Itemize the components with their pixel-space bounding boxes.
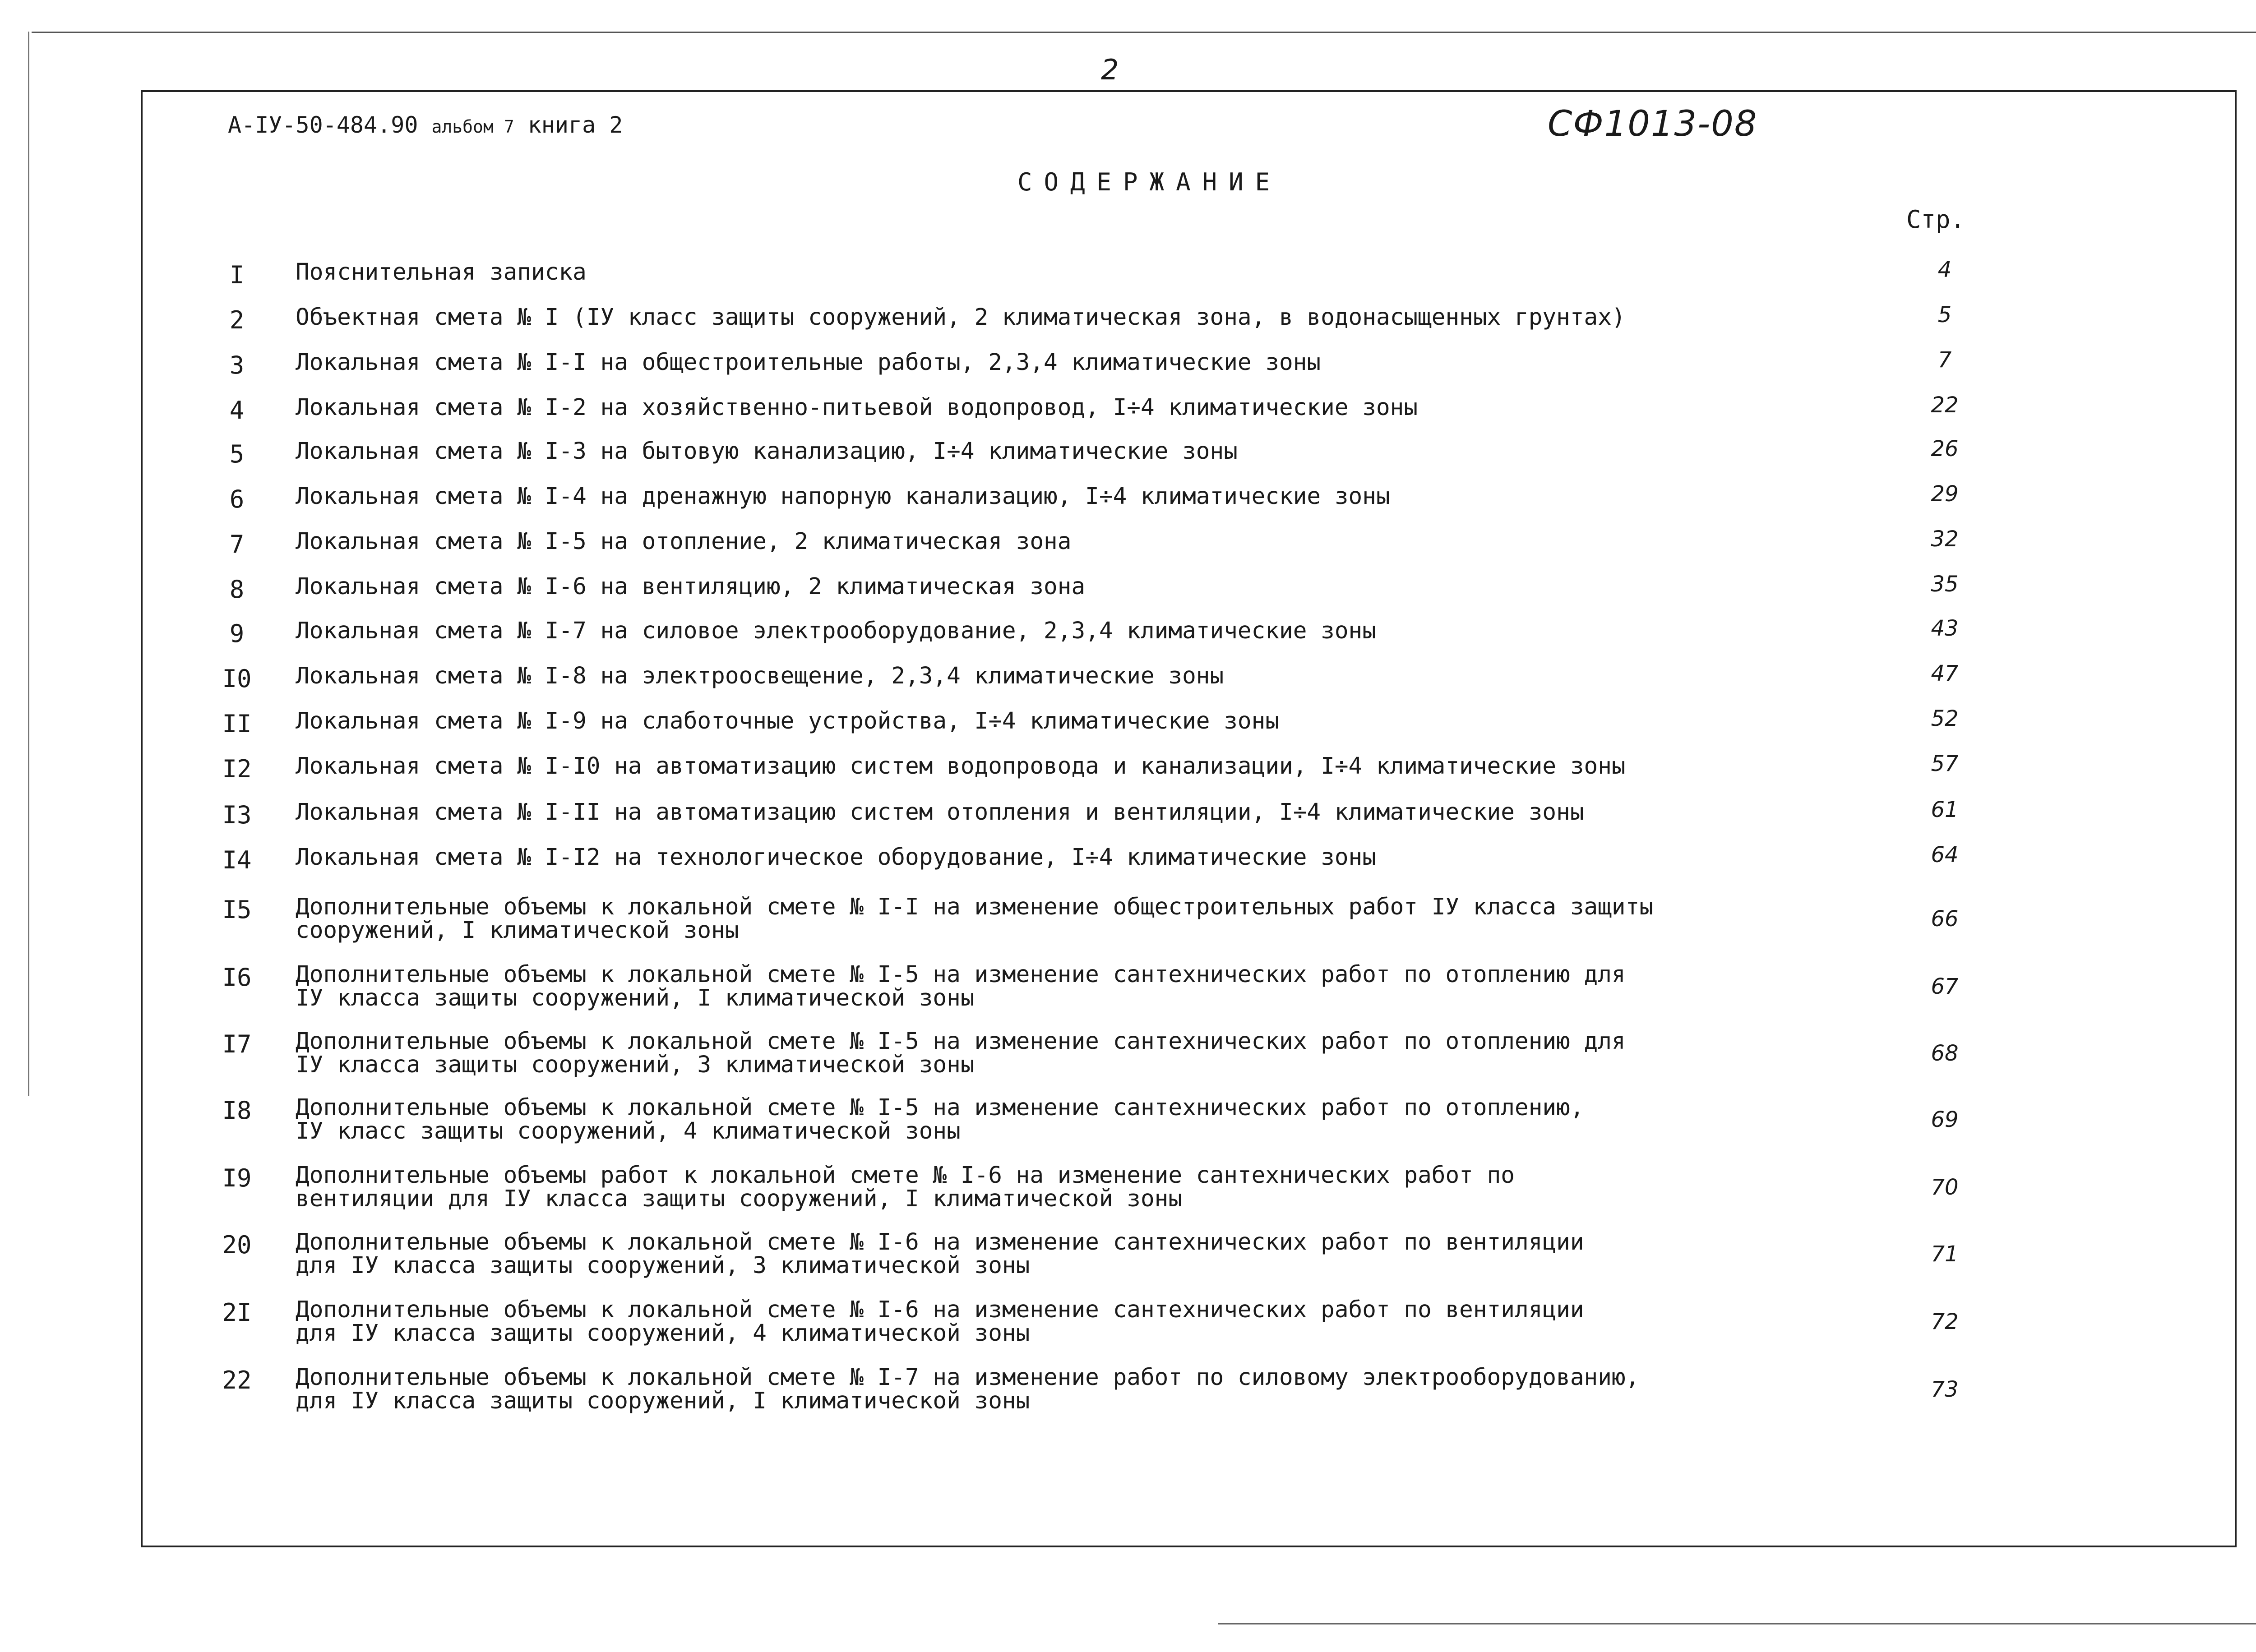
toc-entry-page: 47	[1931, 661, 1959, 686]
toc-entry-page: 73	[1931, 1377, 1959, 1402]
toc-entry-number: I8	[222, 1096, 252, 1125]
toc-entry-text: Пояснительная записка	[296, 259, 587, 286]
album-label: альбом 7	[431, 117, 514, 137]
toc-entry-page: 71	[1931, 1241, 1959, 1267]
toc-entry-text: Дополнительные объемы к локальной смете № I-5 на изменение сантехнических работ по отоплению для IУ класса защиты сооружений, I климатической зоны	[296, 961, 1626, 1011]
toc-entry-number: 8	[229, 575, 245, 604]
toc-entry-page: 61	[1931, 797, 1959, 822]
scan-bottom-line	[1218, 1623, 2256, 1624]
toc-entry-page: 4	[1937, 257, 1952, 282]
toc-entry-text: Дополнительные объемы работ к локальной смете № I-6 на изменение сантехнических работ по вентиляции для IУ класса защиты сооружений, I климатической зоны	[296, 1162, 1515, 1212]
toc-entry-text: Локальная смета № I-II на автоматизацию систем отопления и вентиляции, I÷4 климатические зоны	[296, 799, 1584, 826]
toc-entry-page: 29	[1931, 481, 1959, 507]
toc-entry-number: I6	[222, 963, 252, 992]
toc-title: СОДЕРЖАНИЕ	[1017, 168, 1282, 196]
toc-entry-page: 66	[1931, 906, 1959, 932]
scan-left-line	[28, 32, 29, 1096]
toc-entry-text: Дополнительные объемы к локальной смете № I-5 на изменение сантехнических работ по отоплению, IУ класс защиты сооружений, 4 климатической зоны	[296, 1094, 1584, 1144]
toc-entry-page: 22	[1931, 392, 1959, 418]
toc-entry-number: I3	[222, 801, 252, 829]
page-number: 2	[1101, 53, 1119, 86]
scan-top-line	[32, 32, 2256, 33]
toc-entry-number: 2I	[222, 1298, 252, 1327]
toc-entry-page: 52	[1931, 706, 1959, 731]
toc-entry-text: Локальная смета № I-8 на электроосвещение, 2,3,4 климатические зоны	[296, 663, 1224, 689]
toc-entry-page: 67	[1931, 974, 1959, 999]
toc-entry-page: 5	[1937, 302, 1952, 328]
toc-entry-number: 2	[229, 306, 245, 334]
toc-entry-page: 26	[1931, 436, 1959, 461]
toc-entry-text: Дополнительные объемы к локальной смете № I-5 на изменение сантехнических работ по отоплению для IУ класса защиты сооружений, 3 климатической зоны	[296, 1028, 1626, 1078]
toc-entry-number: 7	[229, 530, 245, 558]
toc-entry-number: I9	[222, 1164, 252, 1192]
toc-entry-page: 70	[1931, 1175, 1959, 1200]
document-code	[228, 112, 623, 138]
toc-entry-text: Дополнительные объемы к локальной смете № I-7 на изменение работ по силовому электрооборудованию, для IУ класса защиты сооружений, I климатической зоны	[296, 1364, 1640, 1414]
toc-entry-text: Локальная смета № I-I2 на технологическое оборудование, I÷4 климатические зоны	[296, 844, 1376, 871]
toc-entry-text: Локальная смета № I-6 на вентиляцию, 2 климатическая зона	[296, 573, 1086, 600]
page-column-header: Стр.	[1906, 205, 1965, 234]
toc-entry-text: Локальная смета № I-4 на дренажную напорную канализацию, I÷4 климатические зоны	[296, 483, 1390, 510]
toc-entry-text: Локальная смета № I-5 на отопление, 2 климатическая зона	[296, 528, 1072, 555]
toc-entry-number: I2	[222, 755, 252, 783]
toc-entry-page: 43	[1931, 616, 1959, 641]
toc-entry-page: 68	[1931, 1041, 1959, 1066]
toc-entry-number: I	[229, 261, 245, 289]
toc-entry-text: Дополнительные объемы к локальной смете № I-6 на изменение сантехнических работ по вентиляции для IУ класса защиты сооружений, 4 климатической зоны	[296, 1297, 1584, 1347]
toc-entry-text: Локальная смета № I-I0 на автоматизацию систем водопровода и канализации, I÷4 климатические зоны	[296, 753, 1626, 780]
book-label: книга 2	[527, 112, 623, 138]
toc-entry-text: Локальная смета № I-7 на силовое электрооборудование, 2,3,4 климатические зоны	[296, 618, 1376, 644]
toc-entry-page: 32	[1931, 526, 1959, 552]
doc-code-value: А-IУ-50-484.90	[228, 112, 418, 138]
toc-entry-number: 3	[229, 351, 245, 379]
toc-entry-number: 5	[229, 440, 245, 468]
toc-entry-page: 69	[1931, 1107, 1959, 1132]
toc-entry-page: 64	[1931, 842, 1959, 868]
handwritten-stamp-code: СФ1013-08	[1548, 104, 1758, 144]
toc-entry-text: Локальная смета № I-3 на бытовую канализацию, I÷4 климатические зоны	[296, 438, 1238, 465]
toc-entry-text: Локальная смета № I-9 на слаботочные устройства, I÷4 климатические зоны	[296, 708, 1280, 734]
toc-entry-page: 7	[1937, 347, 1952, 373]
toc-entry-text: Дополнительные объемы к локальной смете № I-6 на изменение сантехнических работ по вентиляции для IУ класса защиты сооружений, 3 климатической зоны	[296, 1229, 1584, 1279]
toc-entry-number: I5	[222, 895, 252, 924]
toc-entry-text: Локальная смета № I-2 на хозяйственно-питьевой водопровод, I÷4 климатические зоны	[296, 394, 1418, 421]
toc-entry-number: 6	[229, 485, 245, 513]
toc-entry-number: 20	[222, 1231, 252, 1259]
toc-entry-text: Дополнительные объемы к локальной смете № I-I на изменение общестроительных работ IУ класса защиты сооружений, I климатической зоны	[296, 894, 1654, 944]
toc-entry-number: II	[222, 710, 252, 738]
toc-entry-number: 9	[229, 619, 245, 648]
toc-entry-number: 4	[229, 396, 245, 425]
toc-entry-number: 22	[222, 1366, 252, 1394]
toc-entry-text: Объектная смета № I (IУ класс защиты сооружений, 2 климатическая зона, в водонасыщенных грунтах)	[296, 304, 1626, 331]
toc-entry-page: 57	[1931, 751, 1959, 776]
toc-entry-text: Локальная смета № I-I на общестроительные работы, 2,3,4 климатические зоны	[296, 349, 1321, 376]
toc-entry-page: 72	[1931, 1309, 1959, 1334]
toc-entry-number: I7	[222, 1030, 252, 1058]
toc-entry-number: I4	[222, 846, 252, 874]
toc-entry-number: I0	[222, 664, 252, 693]
toc-entry-page: 35	[1931, 572, 1959, 597]
